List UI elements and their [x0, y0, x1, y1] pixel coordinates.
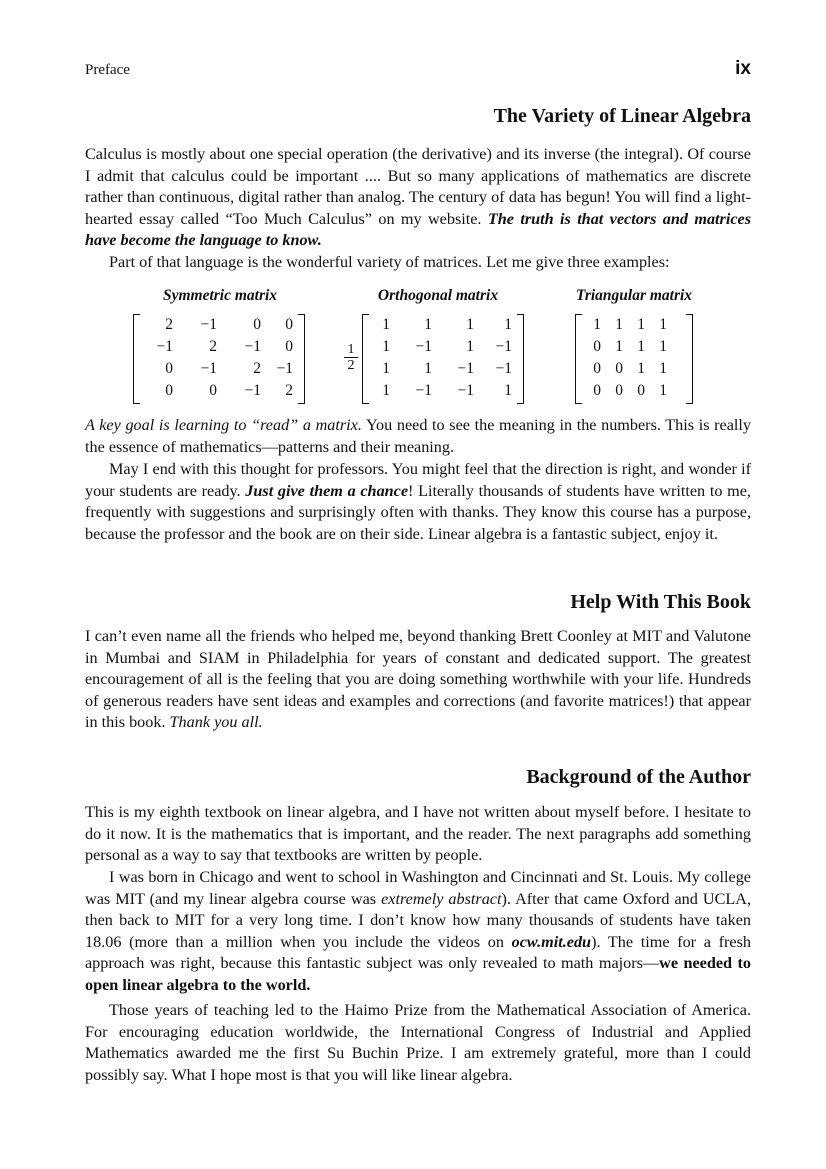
matrix-left-bracket — [133, 314, 140, 404]
matrix-row — [587, 358, 681, 380]
paragraph-background-intro-text: This is my eighth textbook on linear algebra, and I have not written about myself before. I hesitate to do it now. It is the mathematics that is important, and the reader. The next paragraphs add something personal as a way to say that textbooks are written by people. — [85, 803, 751, 864]
matrix-entry: 1 — [504, 316, 512, 333]
matrix-entry: 1 — [615, 316, 623, 333]
symmetric-matrix — [133, 314, 305, 404]
matrix-entry: −1 — [156, 338, 173, 355]
matrix-entry: −1 — [495, 338, 512, 355]
matrix-row — [587, 336, 681, 358]
symmetric-matrix-title: Symmetric matrix — [162, 287, 278, 304]
paragraph-professors-text-a: May I end with this thought for professors. You might feel that the direction is right, and wonder if your students are ready. — [85, 460, 751, 500]
matrix-entry: −1 — [276, 360, 293, 377]
matrix-entry: 1 — [659, 316, 667, 333]
paragraph-calculus-text: Calculus is mostly about one special operation (the derivative) and its inverse (the integral). Of course I admit that calculus could be important .... But so many applications of mathematics are discrete rather than continuous, digital rather than analog. The century of data has begun! You will find a light-hearted essay called “Too Much Calculus” on my website. — [85, 145, 751, 228]
matrix-entry: 0 — [165, 382, 173, 399]
matrix-entry: −1 — [415, 382, 432, 399]
matrix-entry: −1 — [415, 338, 432, 355]
matrix-entry: 0 — [593, 360, 601, 377]
emphasis-truth: The truth is that vectors and matrices have become the language to know. — [85, 209, 752, 249]
website-reference: ocw.mit.edu — [511, 932, 592, 951]
matrix-entry: 0 — [593, 338, 601, 355]
paragraph-matrices-intro-text: Part of that language is the wonderful variety of matrices. Let me give three examples: — [109, 253, 670, 271]
matrix-left-bracket — [362, 314, 369, 404]
emphasis-open-linear-algebra: we needed to open linear algebra to the world. — [85, 954, 752, 994]
section-heading-help: Help With This Book — [570, 591, 751, 613]
matrix-entry: −1 — [457, 360, 474, 377]
matrix-entry: 1 — [424, 316, 432, 333]
matrix-entry: 1 — [466, 316, 474, 333]
matrix-entry: 1 — [637, 316, 645, 333]
paragraph-biography — [85, 867, 751, 996]
matrix-entry: 1 — [593, 316, 601, 333]
matrix-entry: 1 — [424, 360, 432, 377]
matrix-entry: 1 — [659, 360, 667, 377]
paragraph-professors — [85, 459, 751, 545]
paragraph-professors-text-b: ! Literally thousands of students have written to me, frequently with suggestions and surprisingly often with thanks. They know this course has a purpose, because the professor and the book are on their side. Linear algebra is a fantastic subject, enjoy it. — [85, 481, 751, 543]
matrix-entry: 1 — [637, 338, 645, 355]
matrix-row — [374, 336, 512, 358]
section-heading-background: Background of the Author — [526, 766, 751, 788]
fraction-numerator: 1 — [344, 342, 358, 358]
paragraph-help-text: I can’t even name all the friends who helped me, beyond thanking Brett Coonley at MIT and Valutone in Mumbai and SIAM in Philadelphia for years of constant and dedicated support. The greatest encouragement of all is the feeling that you are doing something worthwhile with your life. Hundreds of generous readers have sent ideas and examples and corrections (and favorite matrices!) that appear in this book. — [85, 627, 751, 731]
matrix-entry: −1 — [244, 338, 261, 355]
matrix-entry: −1 — [200, 360, 217, 377]
emphasis-give-chance: Just give them a chance — [245, 481, 409, 500]
fraction-denominator: 2 — [347, 358, 355, 373]
paragraph-calculus — [85, 144, 751, 252]
matrix-entry: 0 — [615, 360, 623, 377]
matrix-entry: 2 — [253, 360, 261, 377]
paragraph-key-goal — [85, 415, 751, 458]
emphasis-thank-you: Thank you all. — [169, 713, 263, 731]
matrix-entry: 1 — [382, 316, 390, 333]
page-number: ix — [735, 58, 751, 79]
matrix-row — [145, 380, 293, 402]
orthogonal-matrix-title: Orthogonal matrix — [377, 287, 499, 304]
running-head-section: Preface — [85, 62, 130, 78]
paragraph-matrices-intro — [85, 252, 751, 274]
paragraph-help — [85, 626, 751, 734]
matrix-row — [145, 314, 293, 336]
matrix-entry: 0 — [253, 316, 261, 333]
paragraph-prizes-text: Those years of teaching led to the Haimo Prize from the Mathematical Association of America. For encouraging education worldwide, the International Congress of Industrial and Applied Mathematics awarded me the first Su Buchin Prize. I am extremely grateful, more than I could possibly say. What I hope most is that you will like linear algebra. — [85, 1001, 751, 1084]
matrix-entry: 1 — [382, 360, 390, 377]
matrix-entry: 1 — [504, 382, 512, 399]
triangular-matrix — [575, 314, 693, 404]
matrix-entry: 1 — [659, 382, 667, 399]
paragraph-biography-text-c: ). The time for a fresh approach was right, because this fantastic subject was only revealed to math majors— — [85, 932, 751, 972]
matrix-entry: 0 — [615, 382, 623, 399]
matrix-entry: 2 — [285, 382, 293, 399]
paragraph-biography-text-b: ). After that came Oxford and UCLA, then back to MIT for a very long time. I don’t know how many thousands of students have taken 18.06 (more than a million when you include the videos on — [85, 889, 751, 951]
matrix-entry: 1 — [466, 338, 474, 355]
matrix-entry: 0 — [637, 382, 645, 399]
matrix-entry: 0 — [593, 382, 601, 399]
paragraph-key-goal-text: You need to see the meaning in the numbers. This is really the essence of mathematics—patterns and their meaning. — [85, 416, 752, 456]
matrix-row — [374, 380, 512, 402]
matrix-right-bracket — [686, 314, 693, 404]
running-head — [85, 58, 751, 84]
matrix-entry: −1 — [457, 382, 474, 399]
matrix-row — [374, 358, 512, 380]
matrix-entry: 1 — [382, 382, 390, 399]
matrix-right-bracket — [517, 314, 524, 404]
matrix-row — [145, 336, 293, 358]
orthogonal-matrix — [362, 314, 524, 404]
orthogonal-scalar-fraction — [344, 342, 358, 373]
matrix-row — [374, 314, 512, 336]
matrix-left-bracket — [575, 314, 582, 404]
paragraph-prizes — [85, 1000, 751, 1086]
matrix-row — [587, 380, 681, 402]
paragraph-biography-text-a: I was born in Chicago and went to school in Washington and Cincinnati and St. Louis. My college was MIT (and my linear algebra course was — [85, 868, 751, 908]
matrix-entry: 2 — [209, 338, 217, 355]
matrix-entry: 0 — [285, 316, 293, 333]
emphasis-key-goal: A key goal is learning to “read” a matrix. — [85, 416, 362, 434]
section-heading-variety: The Variety of Linear Algebra — [493, 105, 751, 127]
matrix-entry: 1 — [659, 338, 667, 355]
matrix-entry: −1 — [495, 360, 512, 377]
matrix-entry: 2 — [165, 316, 173, 333]
paragraph-background-intro — [85, 802, 751, 867]
matrix-entry: 0 — [285, 338, 293, 355]
matrix-row — [587, 314, 681, 336]
matrix-entry: 1 — [637, 360, 645, 377]
matrix-entry: 0 — [165, 360, 173, 377]
matrix-entry: 1 — [382, 338, 390, 355]
triangular-matrix-title: Triangular matrix — [575, 287, 693, 304]
matrix-row — [145, 358, 293, 380]
matrix-right-bracket — [298, 314, 305, 404]
matrix-entry: 0 — [209, 382, 217, 399]
emphasis-extremely-abstract: extremely abstract — [381, 889, 502, 908]
matrix-entry: −1 — [200, 316, 217, 333]
matrix-entry: −1 — [244, 382, 261, 399]
matrix-entry: 1 — [615, 338, 623, 355]
